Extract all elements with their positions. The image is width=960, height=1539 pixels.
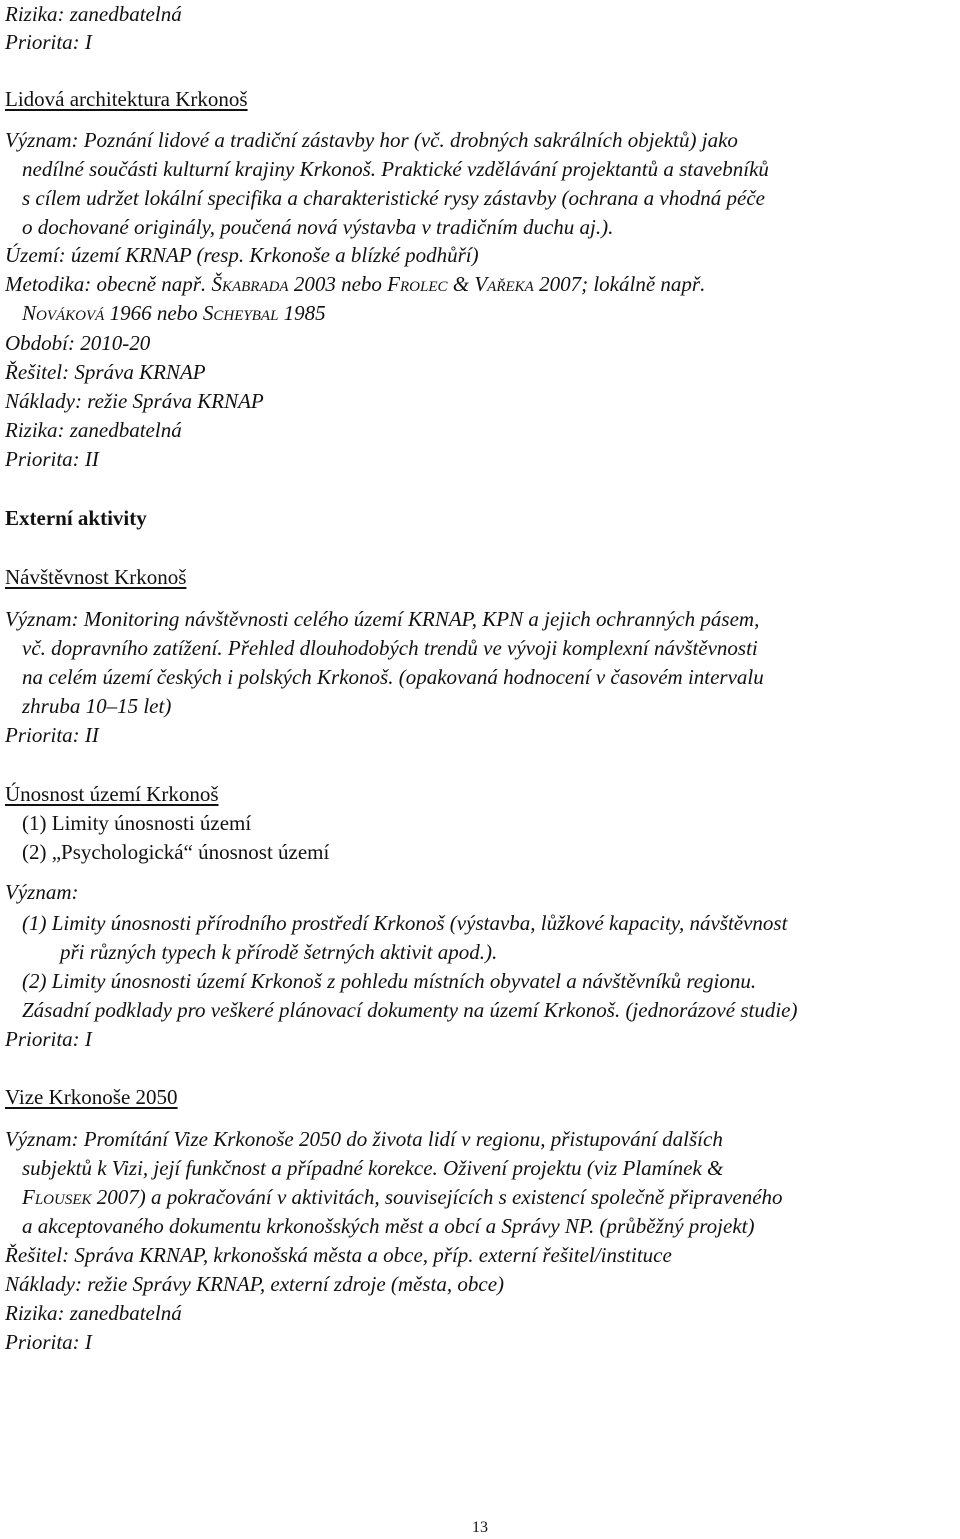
meaning-label: Význam:	[5, 880, 79, 904]
meaning-line: na celém území českých i polských Krkonoš. (opakovaná hodnocení v časovém intervalu	[22, 665, 764, 689]
period-line: Období: 2010-20	[5, 331, 151, 355]
meaning-line: (1) Limity únosnosti přírodního prostředí Krkonoš (výstavba, lůžkové kapacity, návštěvnost	[22, 911, 788, 935]
meaning-line: Význam: Monitoring návštěvnosti celého území KRNAP, KPN a jejich ochranných pásem,	[5, 607, 760, 631]
methodology-line: Nováková 1966 nebo Scheybal 1985	[22, 301, 326, 325]
page-number: 13	[472, 1519, 488, 1536]
list-item: (1) Limity únosnosti území	[22, 811, 252, 835]
list-item: (2) „Psychologická“ únosnost území	[22, 840, 330, 864]
heading-external-activities: Externí aktivity	[5, 506, 147, 530]
priority-line: Priorita: I	[5, 30, 92, 54]
meaning-line: subjektů k Vizi, její funkčnost a případné korekce. Oživení projektu (viz Plamínek &	[22, 1156, 724, 1180]
priority-line: Priorita: II	[5, 447, 99, 471]
priority-line: Priorita: I	[5, 1330, 92, 1354]
costs-line: Náklady: režie Správa KRNAP	[5, 389, 264, 413]
meaning-line: o dochované originály, poučená nová výstavba v tradičním duchu aj.).	[22, 215, 614, 239]
section-title-vision-2050: Vize Krkonoše 2050	[5, 1085, 178, 1109]
risk-line: Rizika: zanedbatelná	[5, 2, 182, 26]
meaning-line: Flousek 2007) a pokračování v aktivitách, souvisejících s existencí společně připraveného	[22, 1185, 783, 1209]
meaning-line: Význam: Poznání lidové a tradiční zástavby hor (vč. drobných sakrálních objektů) jako	[5, 128, 738, 152]
risk-line: Rizika: zanedbatelná	[5, 418, 182, 442]
section-title-visitor-numbers: Návštěvnost Krkonoš	[5, 565, 187, 589]
section-title-folk-architecture: Lidová architektura Krkonoš	[5, 87, 248, 111]
meaning-line: (2) Limity únosnosti území Krkonoš z pohledu místních obyvatel a návštěvníků regionu.	[22, 969, 757, 993]
territory-line: Území: území KRNAP (resp. Krkonoše a blízké podhůří)	[5, 243, 479, 267]
meaning-line: Zásadní podklady pro veškeré plánovací dokumenty na území Krkonoš. (jednorázové studie)	[22, 998, 798, 1022]
methodology-line: Metodika: obecně např. Škabrada 2003 nebo Frolec & Vařeka 2007; lokálně např.	[5, 272, 706, 296]
meaning-line: při různých typech k přírodě šetrných aktivit apod.).	[60, 940, 498, 964]
meaning-line: Význam: Promítání Vize Krkonoše 2050 do života lidí v regionu, přistupování dalších	[5, 1127, 723, 1151]
solver-line: Řešitel: Správa KRNAP	[5, 360, 206, 384]
meaning-line: vč. dopravního zatížení. Přehled dlouhodobých trendů ve vývoji komplexní návštěvnosti	[22, 636, 758, 660]
meaning-line: zhruba 10–15 let)	[22, 694, 172, 718]
costs-line: Náklady: režie Správy KRNAP, externí zdroje (města, obce)	[5, 1272, 505, 1296]
solver-line: Řešitel: Správa KRNAP, krkonošská města a obce, příp. externí řešitel/instituce	[5, 1243, 672, 1267]
priority-line: Priorita: I	[5, 1027, 92, 1051]
priority-line: Priorita: II	[5, 723, 99, 747]
meaning-line: nedílné součásti kulturní krajiny Krkonoš. Praktické vzdělávání projektantů a stavebníků	[22, 157, 769, 181]
meaning-line: s cílem udržet lokální specifika a charakteristické rysy zástavby (ochrana a vhodná péče	[22, 186, 765, 210]
section-title-carrying-capacity: Únosnost území Krkonoš	[5, 782, 219, 806]
risk-line: Rizika: zanedbatelná	[5, 1301, 182, 1325]
meaning-line: a akceptovaného dokumentu krkonošských měst a obcí a Správy NP. (průběžný projekt)	[22, 1214, 755, 1238]
